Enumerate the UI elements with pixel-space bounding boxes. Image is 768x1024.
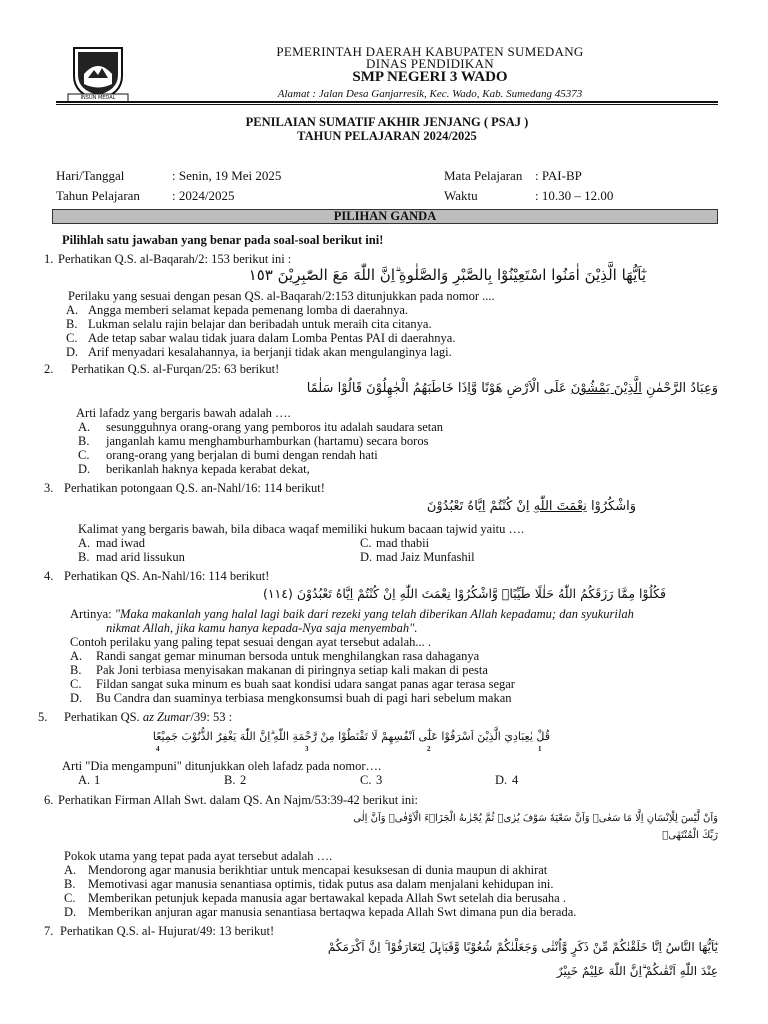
q5-marker-4: 4 <box>156 745 160 753</box>
q1-option-a-key: A. <box>66 303 79 317</box>
exam-year: TAHUN PELAJARAN 2024/2025 <box>297 129 477 143</box>
q3-option-b-key: B. <box>78 550 90 564</box>
q4-arti-line1 <box>70 607 634 621</box>
q3-arabic-part1: وَاشْكُرُوْا <box>586 499 636 514</box>
q6-option-a: Mendorong agar manusia berikhtiar untuk mencapai kesuksesan di dunia maupun di akhirat <box>88 863 548 877</box>
q5-text-part1: Perhatikan QS. <box>64 710 143 724</box>
q4-option-d: Bu Candra dan suaminya terbiasa mengkonsumsi buah di pagi hari sebelum makan <box>96 691 512 705</box>
q3-arabic <box>300 495 636 519</box>
q4-option-d-key: D. <box>70 691 83 705</box>
q5-arabic: قُلْ يٰعِبَادِيَ الَّذِيْنَ اَسْرَفُوْا عَلٰٓى اَنْفُسِهِمْ لَا تَقْنَطُوْا مِنْ رَّحْمَةِ اللّٰهِ ۗاِنَّ اللّٰهَ يَغْفِرُ الذُّنُوْبَ جَمِيْعًا <box>152 730 550 743</box>
q4-option-b-key: B. <box>70 663 82 677</box>
q5-option-b-key: B. <box>224 773 236 787</box>
q5-option-c: 3 <box>376 773 383 787</box>
gov-name: PEMERINTAH DAERAH KABUPATEN SUMEDANG <box>276 44 584 59</box>
q2-arabic-underlined: الَّذِيْنَ يَمْشُوْنَ <box>570 381 642 396</box>
q3-option-b: mad arid lissukun <box>96 550 185 564</box>
q5-marker-2: 2 <box>427 745 431 753</box>
q6-arabic-line1: وَاَنْ لَّيْسَ لِلْاِنْسَانِ اِلَّا مَا سَعٰىۙ وَاَنَّ سَعْيَهٗ سَوْفَ يُرٰىۖ ثُمَّ يُجْزٰىهُ الْجَزَاۤءَ الْاَوْفٰىۙ وَاَنَّ اِلٰى <box>353 813 718 824</box>
q7-text: Perhatikan Q.S. al- Hujurat/49: 13 berikut! <box>60 924 275 938</box>
q6-arabic-line2: رَبِّكَ الْمُنْتَهٰىۙ <box>662 830 718 841</box>
section-bar: PILIHAN GANDA <box>52 209 718 224</box>
q5-marker-1: 1 <box>538 745 542 753</box>
q2-number: 2. <box>44 362 54 376</box>
q2-option-d: berikanlah haknya kepada kerabat dekat, <box>106 462 310 476</box>
tahun-value: : 2024/2025 <box>172 188 235 203</box>
q6-option-b-key: B. <box>64 877 76 891</box>
q4-text: Perhatikan QS. An-Nahl/16: 114 berikut! <box>64 569 270 583</box>
hari-value: : Senin, 19 Mei 2025 <box>172 168 282 183</box>
school-address: Alamat : Jalan Desa Ganjarresik, Kec. Wado, Kab. Sumedang 45373 <box>277 88 583 100</box>
hari-label: Hari/Tanggal <box>56 168 125 183</box>
q6-option-d: Memberikan anjuran agar manusia senantiasa bertaqwa kepada Allah Swt dimana pun dia berada. <box>88 905 577 919</box>
q1-text: Perhatikan Q.S. al-Baqarah/2: 153 berikut ini : <box>58 252 292 266</box>
q5-option-b: 2 <box>240 773 247 787</box>
q2-arabic-part1: وَعِبَادُ الرَّحْمٰنِ <box>641 381 718 396</box>
q7-number: 7. <box>44 924 54 938</box>
q6-option-b: Memotivasi agar manusia senantiasa optimis, tidak putus asa dalam menjalani kehidupan ini. <box>88 877 554 891</box>
q1-number: 1. <box>44 252 54 266</box>
q4-question: Contoh perilaku yang paling tepat sesuai dengan ayat tersebut adalah... . <box>70 635 431 649</box>
q4-number: 4. <box>44 569 54 583</box>
school-logo <box>66 44 130 106</box>
q2-arabic-part3: عَلَى الْاَرْضِ هَوْنًا وَّاِذَا خَاطَبَهُمُ الْجٰهِلُوْنَ قَالُوْا سَلٰمًا <box>306 381 571 396</box>
q5-option-c-key: C. <box>360 773 372 787</box>
q5-text-part3: /39: 53 : <box>190 710 233 724</box>
q3-option-c: mad thabii <box>376 536 430 550</box>
q5-option-d-key: D. <box>495 773 508 787</box>
q1-option-d-key: D. <box>66 345 79 359</box>
q6-option-d-key: D. <box>64 905 77 919</box>
q4-arti-text1: "Maka makanlah yang halal lagi baik dari rezeki yang telah diberikan Allah kepadamu; dan syukurilah <box>114 607 634 621</box>
q1-option-c-key: C. <box>66 331 78 345</box>
q3-question: Kalimat yang bergaris bawah, bila dibaca waqaf memiliki hukum bacaan tajwid yaitu …. <box>78 522 525 536</box>
exam-title: PENILAIAN SUMATIF AKHIR JENJANG ( PSAJ ) <box>245 115 529 129</box>
instruction: Pilihlah satu jawaban yang benar pada soal-soal berikut ini! <box>62 233 384 247</box>
q3-option-c-key: C. <box>360 536 372 550</box>
q5-text <box>64 710 232 724</box>
q1-option-b: Lukman selalu rajin belajar dan beribadah untuk meraih cita citanya. <box>88 317 432 331</box>
mapel-value: : PAI-BP <box>535 168 582 183</box>
q6-option-a-key: A. <box>64 863 77 877</box>
q2-option-c-key: C. <box>78 448 90 462</box>
q1-option-d: Arif menyadari kesalahannya, ia berjanji tidak akan mengulanginya lagi. <box>88 345 452 359</box>
q4-arti-line2: nikmat Allah, jika kamu hanya kepada-Nya saja menyembah". <box>106 621 418 635</box>
q4-arti-label: Artinya: <box>70 607 115 621</box>
q2-arabic <box>80 377 718 401</box>
q3-text: Perhatikan potongaan Q.S. an-Nahl/16: 114 berikut! <box>64 481 325 495</box>
logo-motto: INSUN MEDAL <box>80 95 116 101</box>
q2-option-c: orang-orang yang berjalan di bumi dengan rendah hati <box>106 448 378 462</box>
q7-arabic-line2: عِنْدَ اللّٰهِ اَتْقٰىكُمْ ۗاِنَّ اللّٰهَ عَلِيْمٌ خَبِيْرٌ <box>556 964 718 978</box>
q4-option-c-key: C. <box>70 677 82 691</box>
q5-option-a: 1 <box>94 773 101 787</box>
q3-option-d-key: D. <box>360 550 373 564</box>
q2-option-a-key: A. <box>78 420 91 434</box>
q1-option-c: Ade tetap sabar walau tidak juara dalam Lomba Pentas PAI di daerahnya. <box>88 331 456 345</box>
q5-text-surah: az Zumar <box>142 710 191 724</box>
q2-option-a: sesungguhnya orang-orang yang pemboros itu adalah saudara setan <box>106 420 444 434</box>
waktu-label: Waktu <box>444 188 478 203</box>
q2-option-b-key: B. <box>78 434 90 448</box>
q6-text: Perhatikan Firman Allah Swt. dalam QS. An Najm/53:39-42 berikut ini: <box>58 793 419 807</box>
q3-option-d: mad Jaiz Munfashil <box>376 550 475 564</box>
school-name: SMP NEGERI 3 WADO <box>352 69 508 85</box>
q5-option-a-key: A. <box>78 773 91 787</box>
q2-question: Arti lafadz yang bergaris bawah adalah …. <box>76 406 291 420</box>
q6-number: 6. <box>44 793 54 807</box>
q2-option-d-key: D. <box>78 462 91 476</box>
q3-option-a-key: A. <box>78 536 91 550</box>
q3-arabic-underlined: نِعْمَتَ اللّٰهِ <box>533 499 587 514</box>
header-rule-thick <box>56 101 718 103</box>
q5-option-d: 4 <box>512 773 519 787</box>
tahun-label: Tahun Pelajaran <box>56 188 140 203</box>
header-rule-thin <box>56 104 718 105</box>
q1-arabic: يٰٓاَيُّهَا الَّذِيْنَ اٰمَنُوا اسْتَعِيْنُوْا بِالصَّبْرِ وَالصَّلٰوةِ ۗاِنَّ اللّٰهَ مَعَ الصّٰبِرِيْنَ ١٥٣ <box>248 266 646 284</box>
q5-question: Arti "Dia mengampuni" ditunjukkan oleh lafadz pada nomor…. <box>62 759 382 773</box>
q4-option-c: Fildan sangat suka minum es buah saat kondisi udara sangat panas agar terasa segar <box>96 677 515 691</box>
q7-arabic-line1: يٰٓاَيُّهَا النَّاسُ اِنَّا خَلَقْنٰكُمْ مِّنْ ذَكَرٍ وَّاُنْثٰى وَجَعَلْنٰكُمْ شُعُوْبًا وَّقَبَاۤىِٕلَ لِتَعَارَفُوْا ۚ اِنَّ اَكْرَمَكُمْ <box>327 940 718 954</box>
q1-option-b-key: B. <box>66 317 78 331</box>
q2-option-b: janganlah kamu menghamburhamburkan (hartamu) secara boros <box>106 434 429 448</box>
q1-option-a: Angga memberi selamat kepada pemenang lomba di daerahnya. <box>88 303 409 317</box>
waktu-value: : 10.30 – 12.00 <box>535 188 614 203</box>
q5-number: 5. <box>38 710 48 724</box>
q4-option-a-key: A. <box>70 649 83 663</box>
q4-option-b: Pak Joni terbiasa menyisakan makanan di piringnya setiap kali makan di pesta <box>96 663 488 677</box>
mapel-label: Mata Pelajaran <box>444 168 523 183</box>
q6-option-c: Memberikan petunjuk kepada manusia agar bertawakal kepada Allah Swt setelah dia berusaha . <box>88 891 566 905</box>
q2-text: Perhatikan Q.S. al-Furqan/25: 63 berikut! <box>71 362 280 376</box>
q4-option-a: Randi sangat gemar minuman bersoda untuk menghilangkan rasa dahaganya <box>96 649 480 663</box>
q1-question: Perilaku yang sesuai dengan pesan QS. al-Baqarah/2:153 ditunjukkan pada nomor .... <box>68 289 495 303</box>
q3-arabic-part3: اِنْ كُنْتُمْ اِيَّاهُ تَعْبُدُوْنَ <box>426 499 534 514</box>
dept-name: DINAS PENDIDIKAN <box>366 56 494 71</box>
q5-marker-3: 3 <box>305 745 309 753</box>
q3-option-a: mad iwad <box>96 536 145 550</box>
q4-arabic: فَكُلُوْا مِمَّا رَزَقَكُمُ اللّٰهُ حَلٰلًا طَيِّبًاۖ وَّاشْكُرُوْا نِعْمَتَ اللّٰهِ اِنْ كُنْتُمْ اِيَّاهُ تَعْبُدُوْنَ (١١٤) <box>262 586 666 601</box>
q6-question: Pokok utama yang tepat pada ayat tersebut adalah …. <box>64 849 333 863</box>
q3-number: 3. <box>44 481 54 495</box>
q6-option-c-key: C. <box>64 891 76 905</box>
